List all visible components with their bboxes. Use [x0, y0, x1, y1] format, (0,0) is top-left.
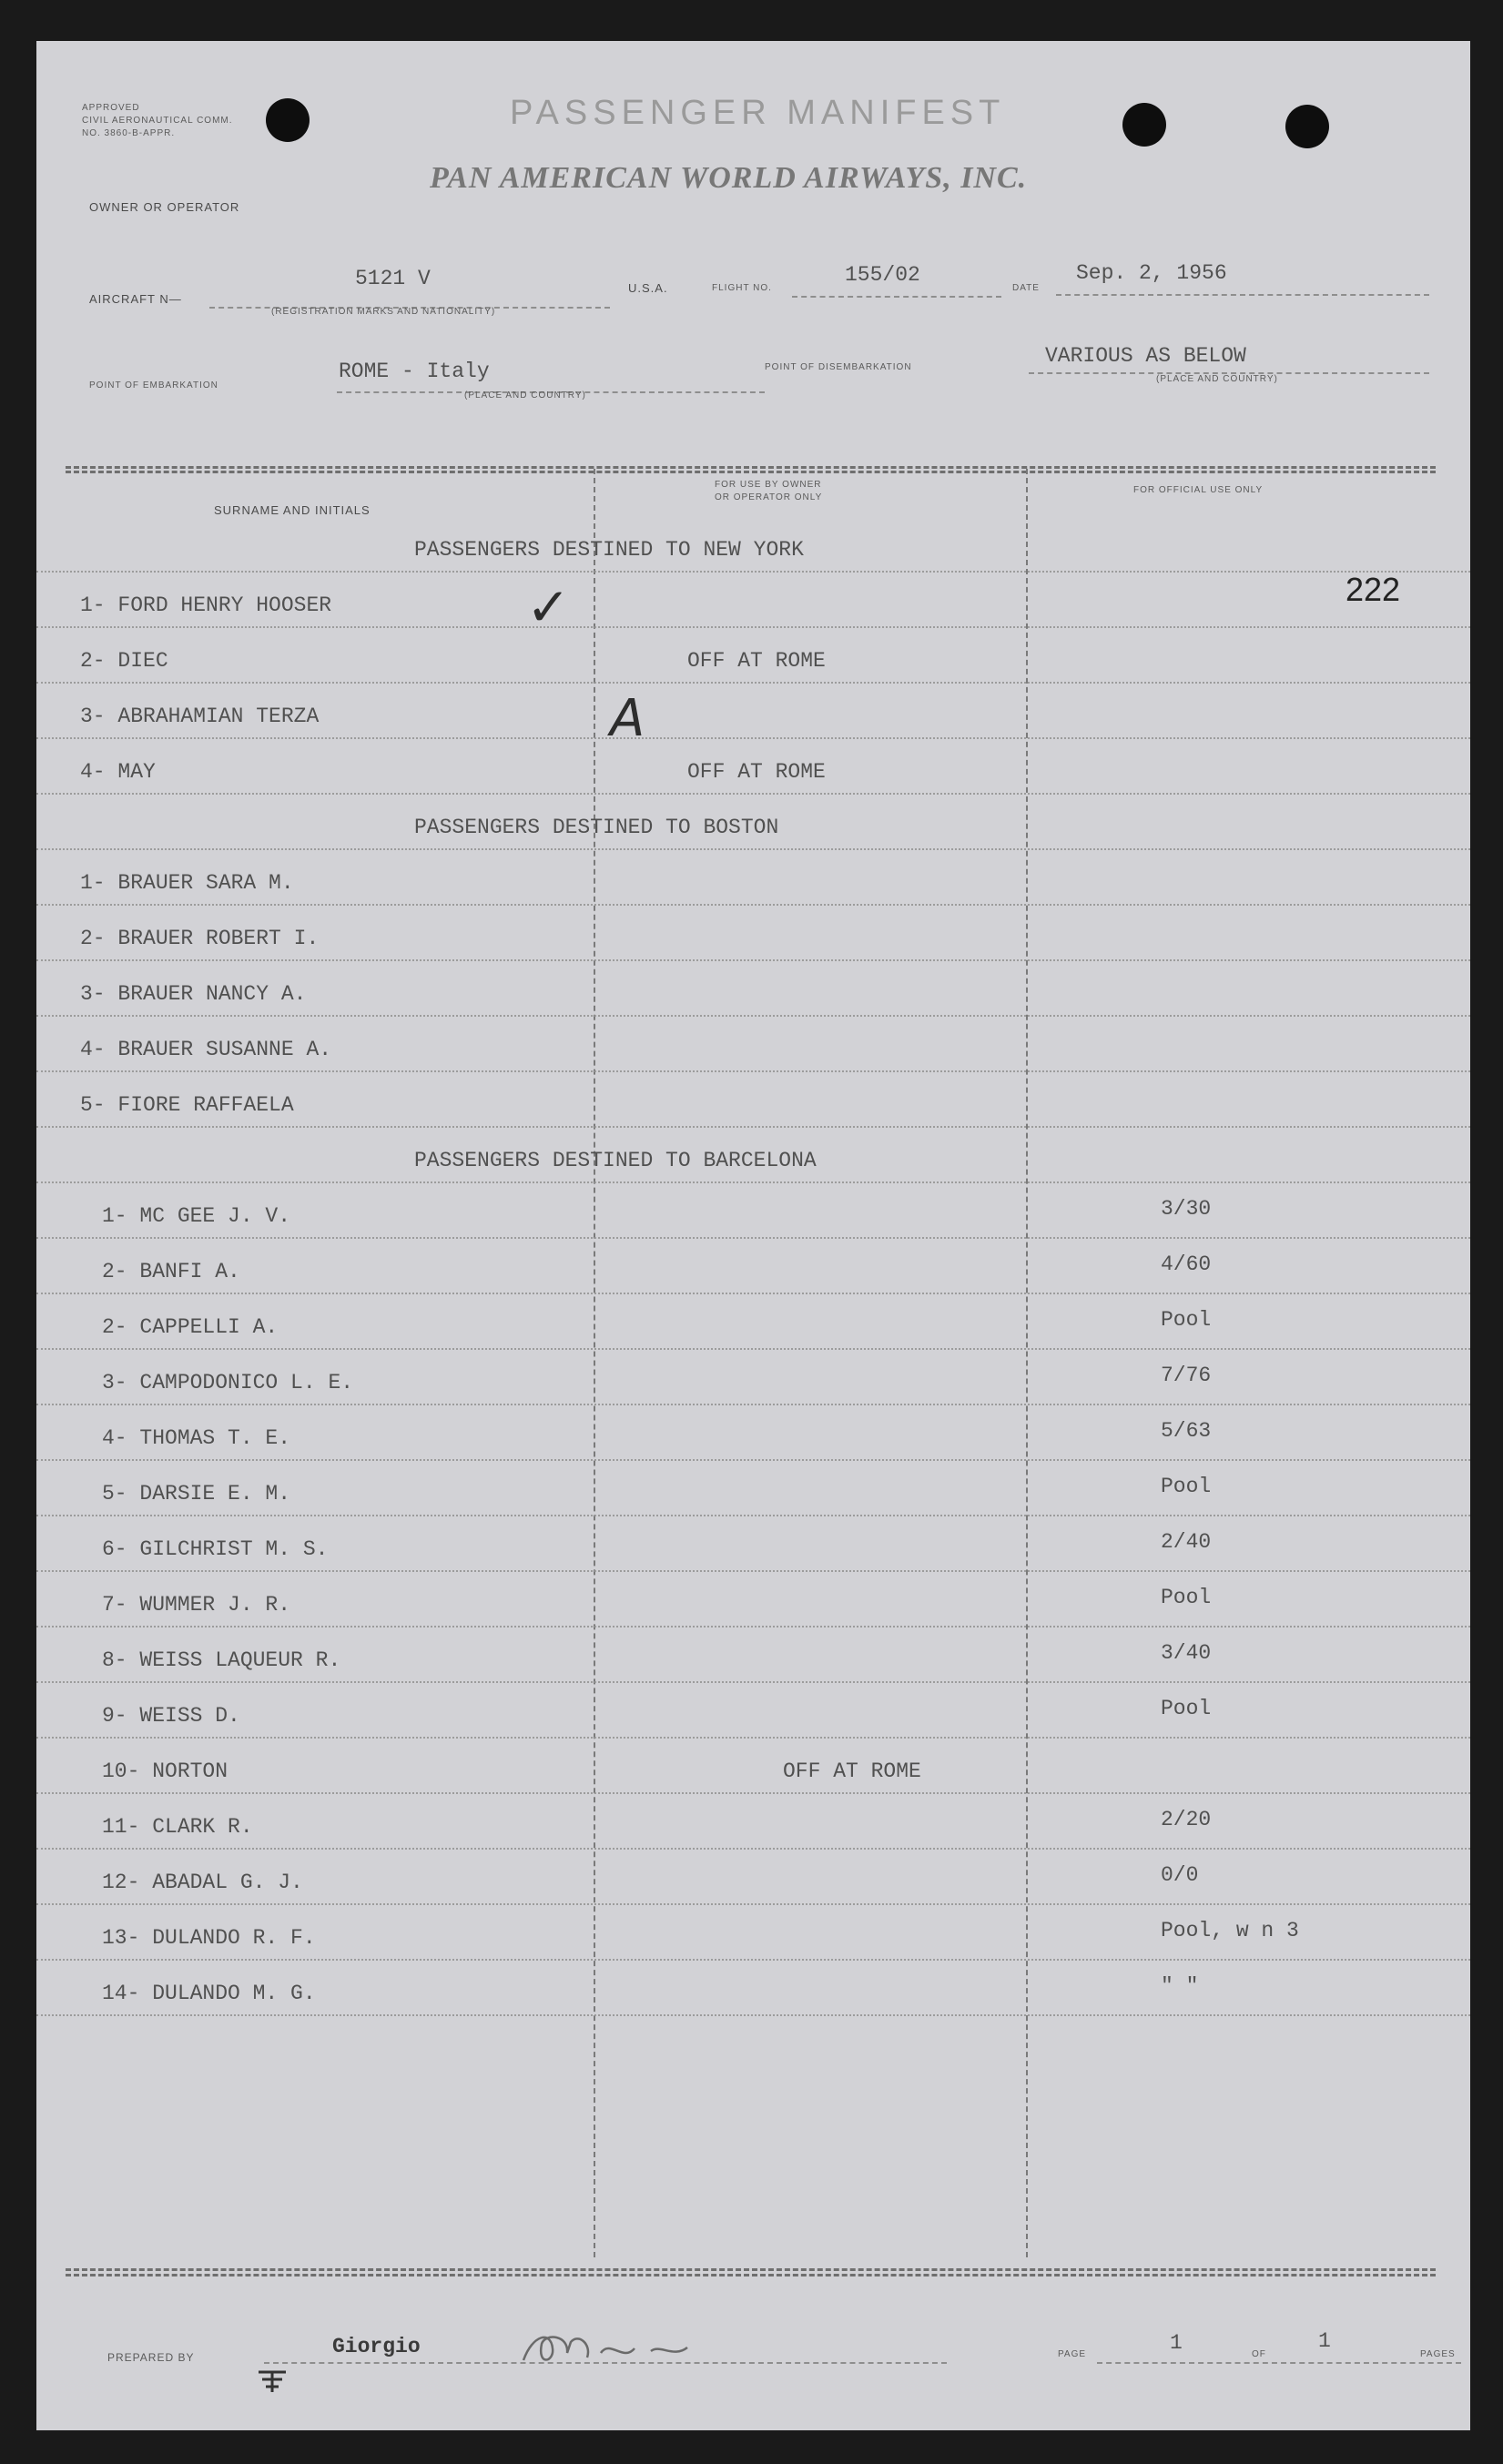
- passenger-name: 1- MC GEE J. V.: [102, 1204, 291, 1228]
- page-field-line: [1097, 2362, 1461, 2364]
- row-rule: [36, 1404, 1470, 1405]
- owner-label: OWNER OR OPERATOR: [89, 200, 240, 214]
- handwritten-letter: A: [610, 689, 645, 748]
- row-rule: [36, 1070, 1470, 1072]
- row-rule: [36, 1737, 1470, 1739]
- official-remark: " ": [1161, 1974, 1199, 1998]
- passenger-name: 8- WEISS LAQUEUR R.: [102, 1648, 341, 1672]
- passenger-name: 3- BRAUER NANCY A.: [80, 982, 307, 1006]
- row-rule: [36, 2014, 1470, 2016]
- official-remark: Pool: [1161, 1308, 1212, 1332]
- check-mark: ✓: [526, 576, 571, 638]
- row-rule: [36, 848, 1470, 850]
- row-rule: [36, 1459, 1470, 1461]
- date-field-line: [1056, 294, 1429, 296]
- row-rule: [36, 1848, 1470, 1850]
- aircraft-label: AIRCRAFT N—: [89, 292, 182, 306]
- official-remark: 2/40: [1161, 1530, 1212, 1554]
- punch-hole: [266, 98, 310, 142]
- prepared-value: Giorgio: [332, 2335, 421, 2358]
- nationality: U.S.A.: [628, 281, 668, 295]
- approval-line: APPROVED: [82, 103, 140, 113]
- official-remark: Pool: [1161, 1697, 1212, 1720]
- row-rule: [36, 1903, 1470, 1905]
- seal-stamp: [255, 2367, 291, 2394]
- passenger-name: 10- NORTON: [102, 1759, 228, 1783]
- passenger-name: 9- WEISS D.: [102, 1704, 240, 1728]
- official-remark: Pool, w n 3: [1161, 1919, 1299, 1942]
- approval-line: NO. 3860-B-APPR.: [82, 128, 176, 138]
- destination-heading: PASSENGERS DESTINED TO BOSTON: [414, 816, 779, 839]
- row-rule: [36, 1792, 1470, 1794]
- row-rule: [36, 904, 1470, 906]
- registration-caption: (REGISTRATION MARKS AND NATIONALITY): [271, 307, 496, 317]
- flight-field-line: [792, 296, 1001, 298]
- row-rule: [36, 1681, 1470, 1683]
- owner-remark: OFF AT ROME: [783, 1759, 921, 1783]
- passenger-name: 2- BRAUER ROBERT I.: [80, 927, 320, 950]
- row-rule: [36, 1015, 1470, 1017]
- row-rule: [36, 1293, 1470, 1294]
- official-remark: 0/0: [1161, 1863, 1199, 1887]
- prepared-label: PREPARED BY: [107, 2351, 195, 2364]
- flight-value: 155/02: [845, 263, 920, 287]
- passenger-name: 1- BRAUER SARA M.: [80, 871, 294, 895]
- row-rule: [36, 1570, 1470, 1572]
- row-rule: [36, 959, 1470, 961]
- row-rule: [36, 1348, 1470, 1350]
- date-label: DATE: [1012, 283, 1040, 293]
- aircraft-value: 5121 V: [355, 267, 431, 290]
- row-rule: [36, 626, 1470, 628]
- passenger-name: 5- DARSIE E. M.: [102, 1482, 291, 1506]
- punch-hole: [1285, 105, 1329, 148]
- col-header-official: FOR OFFICIAL USE ONLY: [1133, 485, 1264, 495]
- official-remark: 3/40: [1161, 1641, 1212, 1665]
- destination-heading: PASSENGERS DESTINED TO BARCELONA: [414, 1149, 817, 1172]
- disembark-value: VARIOUS AS BELOW: [1045, 344, 1246, 368]
- form-title: PASSENGER MANIFEST: [510, 94, 1006, 132]
- col-header-name: SURNAME AND INITIALS: [214, 503, 371, 517]
- owner-remark: OFF AT ROME: [687, 760, 826, 784]
- passenger-name: 3- CAMPODONICO L. E.: [102, 1371, 354, 1394]
- official-remark: Pool: [1161, 1586, 1212, 1609]
- page-stamp-number: 222: [1346, 571, 1401, 608]
- of-value: 1: [1318, 2329, 1331, 2353]
- date-value: Sep. 2, 1956: [1076, 261, 1227, 285]
- passenger-name: 4- THOMAS T. E.: [102, 1426, 291, 1450]
- row-rule: [36, 682, 1470, 684]
- signature-scrawl: [514, 2326, 715, 2371]
- passenger-name: 11- CLARK R.: [102, 1815, 253, 1839]
- row-rule: [36, 737, 1470, 739]
- passenger-name: 2- DIEC: [80, 649, 168, 673]
- destination-heading: PASSENGERS DESTINED TO NEW YORK: [414, 538, 804, 562]
- embark-value: ROME - Italy: [339, 360, 490, 383]
- passenger-name: 3- ABRAHAMIAN TERZA: [80, 705, 320, 728]
- table-top-rule: [66, 471, 1436, 473]
- passenger-name: 6- GILCHRIST M. S.: [102, 1537, 329, 1561]
- passenger-name: 1- FORD HENRY HOOSER: [80, 593, 332, 617]
- row-rule: [36, 1237, 1470, 1239]
- passenger-name: 2- BANFI A.: [102, 1260, 240, 1283]
- disembark-caption: (PLACE AND COUNTRY): [1156, 374, 1278, 384]
- passenger-name: 13- DULANDO R. F.: [102, 1926, 316, 1950]
- official-remark: Pool: [1161, 1475, 1212, 1498]
- carrier-name: PAN AMERICAN WORLD AIRWAYS, INC.: [430, 161, 1028, 195]
- pages-label: PAGES: [1420, 2349, 1456, 2359]
- col-header-owner: FOR USE BY OWNER: [715, 480, 822, 490]
- passenger-name: 4- MAY: [80, 760, 156, 784]
- col-header-owner: OR OPERATOR ONLY: [715, 492, 823, 502]
- owner-remark: OFF AT ROME: [687, 649, 826, 673]
- official-remark: 4/60: [1161, 1252, 1212, 1276]
- row-rule: [36, 1515, 1470, 1516]
- disembark-label: POINT OF DISEMBARKATION: [765, 362, 912, 372]
- row-rule: [36, 1181, 1470, 1183]
- passenger-name: 4- BRAUER SUSANNE A.: [80, 1038, 332, 1061]
- official-remark: 5/63: [1161, 1419, 1212, 1443]
- passenger-name: 14- DULANDO M. G.: [102, 1982, 316, 2005]
- table-top-rule: [66, 466, 1436, 469]
- flight-label: FLIGHT NO.: [712, 283, 772, 293]
- page-value: 1: [1170, 2331, 1183, 2355]
- embark-caption: (PLACE AND COUNTRY): [464, 390, 586, 401]
- row-rule: [36, 1126, 1470, 1128]
- passenger-name: 12- ABADAL G. J.: [102, 1871, 303, 1894]
- passenger-name: 5- FIORE RAFFAELA: [80, 1093, 294, 1117]
- manifest-page: [36, 41, 1470, 2430]
- official-remark: 3/30: [1161, 1197, 1212, 1221]
- row-rule: [36, 1626, 1470, 1627]
- approval-line: CIVIL AERONAUTICAL COMM.: [82, 116, 233, 126]
- row-rule: [36, 793, 1470, 795]
- table-bottom-rule: [66, 2268, 1436, 2271]
- embark-label: POINT OF EMBARKATION: [89, 380, 218, 390]
- page-label: PAGE: [1058, 2349, 1087, 2359]
- row-rule: [36, 1959, 1470, 1961]
- passenger-name: 2- CAPPELLI A.: [102, 1315, 279, 1339]
- passenger-name: 7- WUMMER J. R.: [102, 1593, 291, 1617]
- punch-hole: [1122, 103, 1166, 147]
- official-remark: 2/20: [1161, 1808, 1212, 1831]
- table-bottom-rule: [66, 2274, 1436, 2276]
- official-remark: 7/76: [1161, 1364, 1212, 1387]
- row-rule: [36, 571, 1470, 573]
- of-label: OF: [1252, 2349, 1266, 2359]
